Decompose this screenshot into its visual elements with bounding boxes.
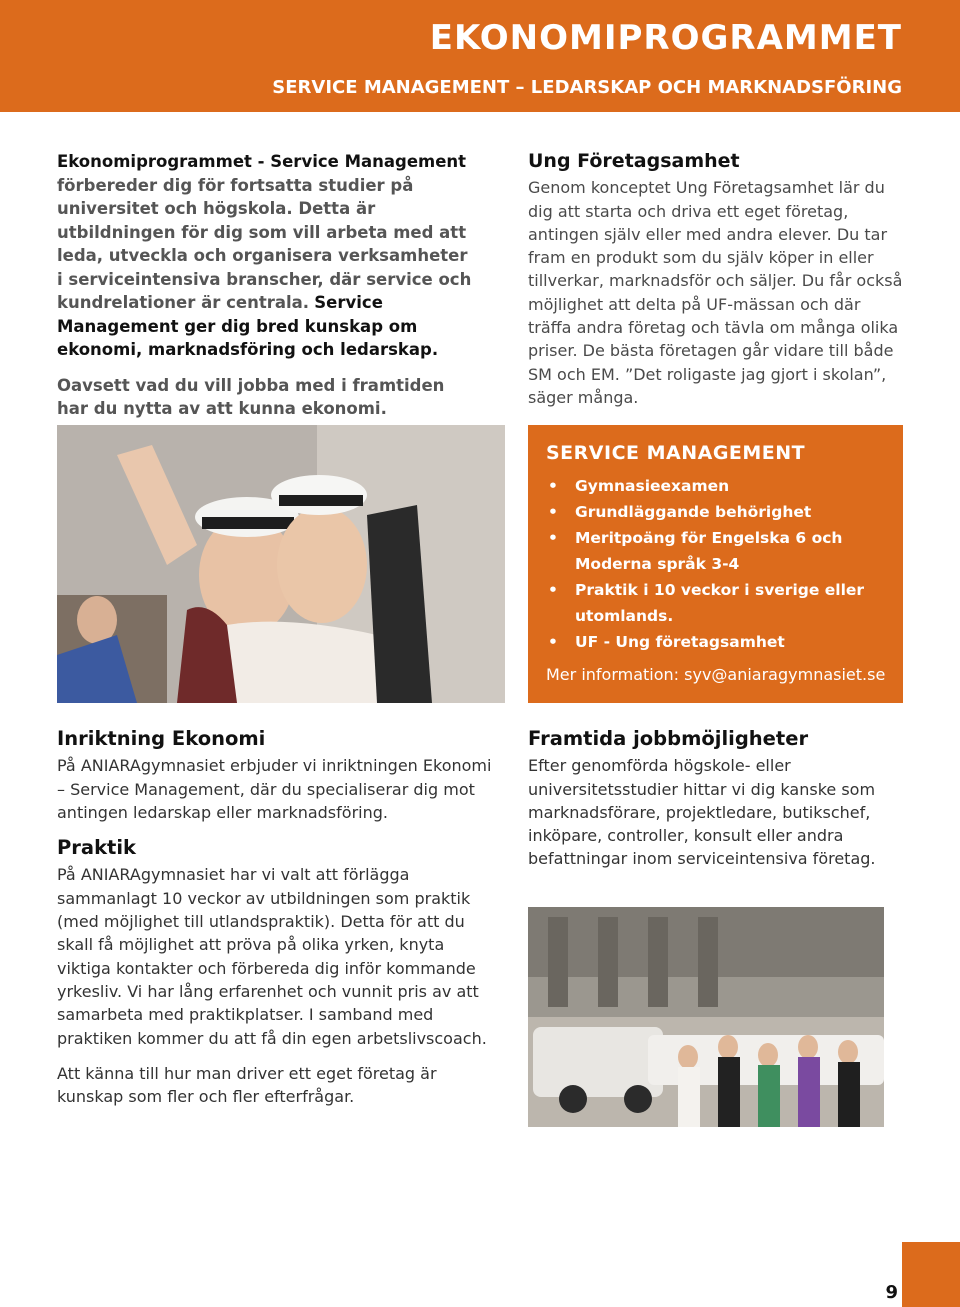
bullet-icon: • — [548, 529, 558, 547]
uf-body: Genom konceptet Ung Företagsamhet lär du dig att starta och driva ett eget företag, antingen själv eller med andra elever. Du tar fram en produkt som du själv köper in eller tillverkar, marknadsför och säljer. Du får också möjlighet att delta på UF-mässan och där träffa andra företag och tävla om många olika priser. De bästa företagen går vidare till både SM och EM. ”Det roligaste jag gjort i skolan”, säger många. — [528, 178, 903, 407]
page-title: EKONOMIPROGRAMMET — [429, 18, 902, 58]
service-management-box — [528, 425, 903, 703]
intro-emphasis: Service Management ger dig bred kunskap om ekonomi, marknadsföring och ledarskap. — [57, 293, 439, 359]
intro-left — [57, 150, 477, 433]
service-box-list — [546, 473, 886, 655]
students-photo — [57, 425, 505, 703]
page-number-box — [902, 1242, 960, 1307]
framtida-body: Efter genomförda högskole- eller universitetsstudier hittar vi dig kanske som marknadsförare, projektledare, butikschef, inköpare, controller, konsult eller andra befattningar inom serviceintensiva företag. — [528, 756, 876, 869]
inriktning-body: På ANIARAgymnasiet erbjuder vi inriktningen Ekonomi – Service Management, där du specialiserar dig mot antingen ledarskap eller marknadsföring. — [57, 756, 492, 822]
praktik-body: På ANIARAgymnasiet har vi valt att förlägga sammanlagt 10 veckor av utbildningen som praktik (med möjlighet till utlandspraktik). Detta för att du skall få möjlighet att pröva på olika yrken, knyta viktiga kontakter och förbereda dig inför kommande yrkesliv. Vi har lång erfarenhet och vunnit pris av att samarbeta med praktikplatser. I samband med praktiken kommer du att få din egen arbetslivscoach. — [57, 865, 487, 1048]
intro-right — [528, 150, 908, 409]
praktik-closing: Att känna till hur man driver ett eget företag är kunskap som fler och fler efterfrågar. — [57, 1063, 437, 1107]
uf-heading: Ung Företagsamhet — [528, 150, 740, 172]
list-item — [546, 577, 886, 629]
lower-right-column — [528, 727, 908, 871]
inriktning-heading: Inriktning Ekonomi — [57, 727, 266, 750]
bullet-icon: • — [548, 477, 558, 495]
bullet-icon: • — [548, 581, 558, 599]
list-item — [546, 473, 886, 499]
intro-lead: Ekonomiprogrammet - Service Management — [57, 152, 467, 171]
list-item-text: Grundläggande behörighet — [575, 503, 812, 521]
page-number: 9 — [885, 1282, 898, 1303]
list-item-text: UF - Ung företagsamhet — [575, 633, 785, 651]
lower-left-column — [57, 727, 502, 1120]
list-item — [546, 629, 886, 655]
list-item — [546, 499, 886, 525]
intro-closing: Oavsett vad du vill jobba med i framtiden har du nytta av att kunna ekonomi. — [57, 375, 445, 418]
framtida-heading: Framtida jobbmöjligheter — [528, 727, 809, 750]
list-item — [546, 525, 886, 577]
intro-paragraph — [57, 150, 477, 362]
list-item-text: Praktik i 10 veckor i sverige eller utomlands. — [575, 581, 865, 625]
list-item-text: Gymnasieexamen — [575, 477, 730, 495]
service-box-title: SERVICE MANAGEMENT — [546, 442, 806, 464]
bullet-icon: • — [548, 503, 558, 521]
students-illustration — [57, 425, 505, 703]
header-banner — [0, 0, 960, 112]
bullet-icon: • — [548, 633, 558, 651]
page-subtitle: SERVICE MANAGEMENT – LEDARSKAP OCH MARKNADSFÖRING — [272, 77, 902, 98]
graduation-illustration — [528, 907, 884, 1127]
praktik-heading: Praktik — [57, 836, 137, 860]
graduation-photo — [528, 907, 884, 1127]
intro-body: förbereder dig för fortsatta studier på universitet och högskola. Detta är utbildningen för dig som vill arbeta med att leda, utveckla och organisera verksamheter i serviceintensiva branscher, där service och kundrelationer är centrala. — [57, 175, 472, 312]
list-item-text: Meritpoäng för Engelska 6 och Moderna språk 3-4 — [575, 529, 843, 573]
more-info-link[interactable]: Mer information: syv@aniaragymnasiet.se — [546, 665, 886, 684]
